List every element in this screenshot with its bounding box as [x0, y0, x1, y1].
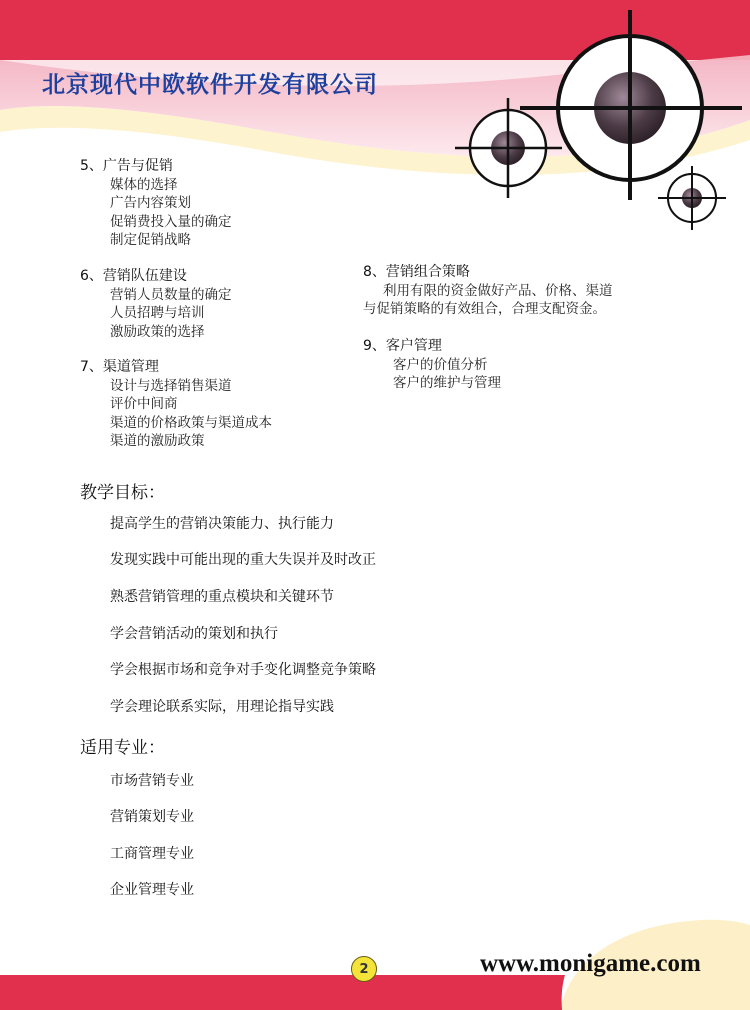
section-title: 6、营销队伍建设 — [80, 268, 187, 284]
list-item: 渠道的激励政策 — [110, 433, 205, 449]
majors-heading: 适用专业： — [80, 738, 165, 758]
goal-item: 学会根据市场和竞争对手变化调整竞争策略 — [110, 662, 376, 678]
section-channel — [80, 358, 272, 451]
list-item: 客户的维护与管理 — [393, 375, 501, 391]
list-item: 设计与选择销售渠道 — [110, 377, 232, 394]
section-title: 5、广告与促销 — [80, 158, 173, 174]
goal-item: 学会理论联系实际，用理论指导实践 — [110, 699, 334, 715]
section-title: 8、营销组合策略 — [363, 264, 470, 280]
list-item: 制定促销战略 — [110, 232, 191, 248]
paragraph-line: 与促销策略的有效组合，合理支配资金。 — [363, 301, 606, 317]
section-title: 9、客户管理 — [363, 338, 442, 354]
list-item: 媒体的选择 — [110, 176, 178, 193]
list-item: 营销人员数量的确定 — [110, 286, 232, 303]
list-item: 人员招聘与培训 — [110, 305, 205, 321]
section-title: 7、渠道管理 — [80, 359, 159, 375]
paragraph-line: 利用有限的资金做好产品、价格、渠道 — [383, 282, 613, 299]
goal-item: 学会营销活动的策划和执行 — [110, 626, 278, 642]
page-number-badge: 2 — [351, 956, 377, 982]
list-item: 评价中间商 — [110, 396, 178, 412]
major-item: 营销策划专业 — [110, 809, 194, 825]
company-name: 北京现代中欧软件开发有限公司 — [42, 72, 378, 98]
section-advertising — [80, 157, 232, 250]
list-item: 渠道的价格政策与渠道成本 — [110, 414, 272, 431]
major-item: 市场营销专业 — [110, 773, 194, 789]
goal-item: 发现实践中可能出现的重大失误并及时改正 — [110, 552, 376, 568]
list-item: 广告内容策划 — [110, 195, 191, 211]
section-marketing-mix — [363, 263, 683, 319]
teaching-goals-heading: 教学目标： — [80, 483, 165, 503]
major-item: 企业管理专业 — [110, 882, 194, 898]
section-sales-team — [80, 267, 232, 341]
goal-item: 提高学生的营销决策能力、执行能力 — [110, 516, 334, 532]
section-customer — [363, 337, 501, 393]
crosshair-small-lower — [658, 166, 728, 230]
list-item: 激励政策的选择 — [110, 323, 205, 340]
list-item: 客户的价值分析 — [393, 356, 488, 373]
goal-item: 熟悉营销管理的重点模块和关键环节 — [110, 589, 334, 605]
list-item: 促销费投入量的确定 — [110, 213, 232, 230]
major-item: 工商管理专业 — [110, 846, 194, 862]
website-url[interactable]: www.monigame.com — [480, 950, 701, 977]
